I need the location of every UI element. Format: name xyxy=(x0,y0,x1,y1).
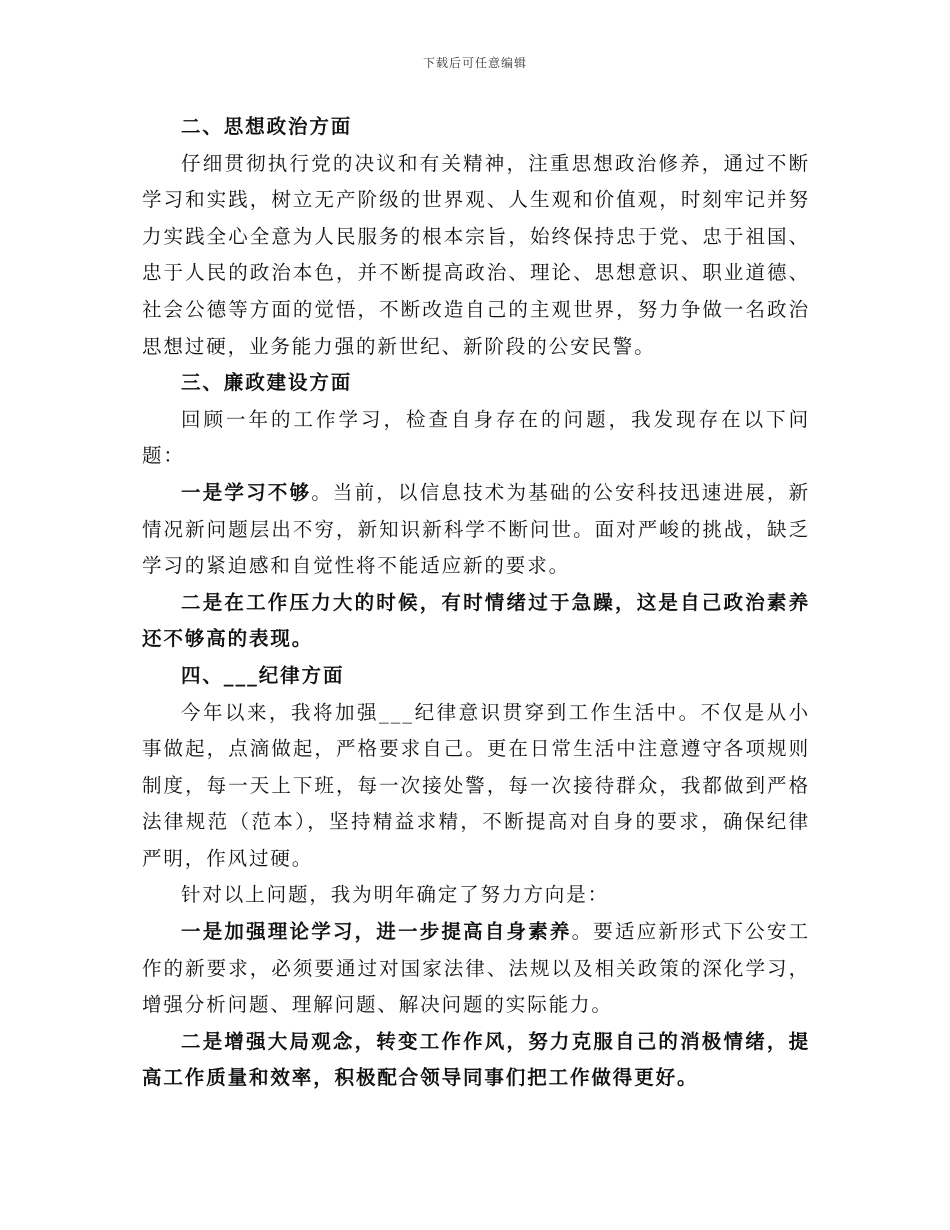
paragraph-discipline: 今年以来，我将加强___纪律意识贯穿到工作生活中。不仅是从小事做起，点滴做起，严格要求自己。更在日常生活中注意遵守各项规则制度，每一天上下班，每一次接处警，每一次接待群众，我都做到严格法律规范（范本），坚持精益求精，不断提高对自身的要求，确保纪律严明，作风过硬。 xyxy=(142,700,810,870)
section-heading-discipline: 四、___纪律方面 xyxy=(181,663,345,687)
paragraph-direction-intro: 针对以上问题，我为明年确定了努力方向是： xyxy=(181,883,610,907)
problem-1-text: 。当前，以信息技术为基础的公安科技迅速进展，新情况新问题层出不穷，新知识新科学不断问世。面对严峻的挑战，缺乏学习的紧迫感和自觉性将不能适应新的要求。 xyxy=(142,480,810,578)
section-heading-integrity: 三、廉政建设方面 xyxy=(181,371,353,395)
paragraph-political: 仔细贯彻执行党的决议和有关精神，注重思想政治修养，通过不断学习和实践，树立无产阶级的世界观、人生观和价值观，时刻牢记并努力实践全心全意为人民服务的根本宗旨，始终保持忠于党、忠于祖国、忠于人民的政治本色，并不断提高政治、理论、思想意识、职业道德、社会公德等方面的觉悟，不断改造自己的主观世界，努力争做一名政治思想过硬，业务能力强的新世纪、新阶段的公安民警。 xyxy=(142,151,810,358)
section-heading-political: 二、思想政治方面 xyxy=(181,115,353,138)
page-header-note: 下载后可任意编辑 xyxy=(422,56,527,70)
document-body xyxy=(142,109,810,1097)
paragraph-problem-1 xyxy=(142,475,810,585)
paragraph-direction-1 xyxy=(142,914,810,1024)
paragraph-direction-2: 二是增强大局观念，转变工作作风，努力克服自己的消极情绪，提高工作质量和效率，积极配合领导同事们把工作做得更好。 xyxy=(142,1029,810,1090)
paragraph-problem-2: 二是在工作压力大的时候，有时情绪过于急躁，这是自己政治素养还不够高的表现。 xyxy=(142,590,810,651)
problem-1-lead: 一是学习不够 xyxy=(181,480,312,504)
direction-1-lead: 一是加强理论学习，进一步提高自身素养 xyxy=(181,920,572,944)
paragraph-integrity-intro: 回顾一年的工作学习，检查自身存在的问题，我发现存在以下问题： xyxy=(142,407,810,468)
direction-1-text: 。要适应新形式下公安工作的新要求，必须要通过对国家法律、法规以及相关政策的深化学习，增强分析问题、理解问题、解决问题的实际能力。 xyxy=(142,920,811,1017)
